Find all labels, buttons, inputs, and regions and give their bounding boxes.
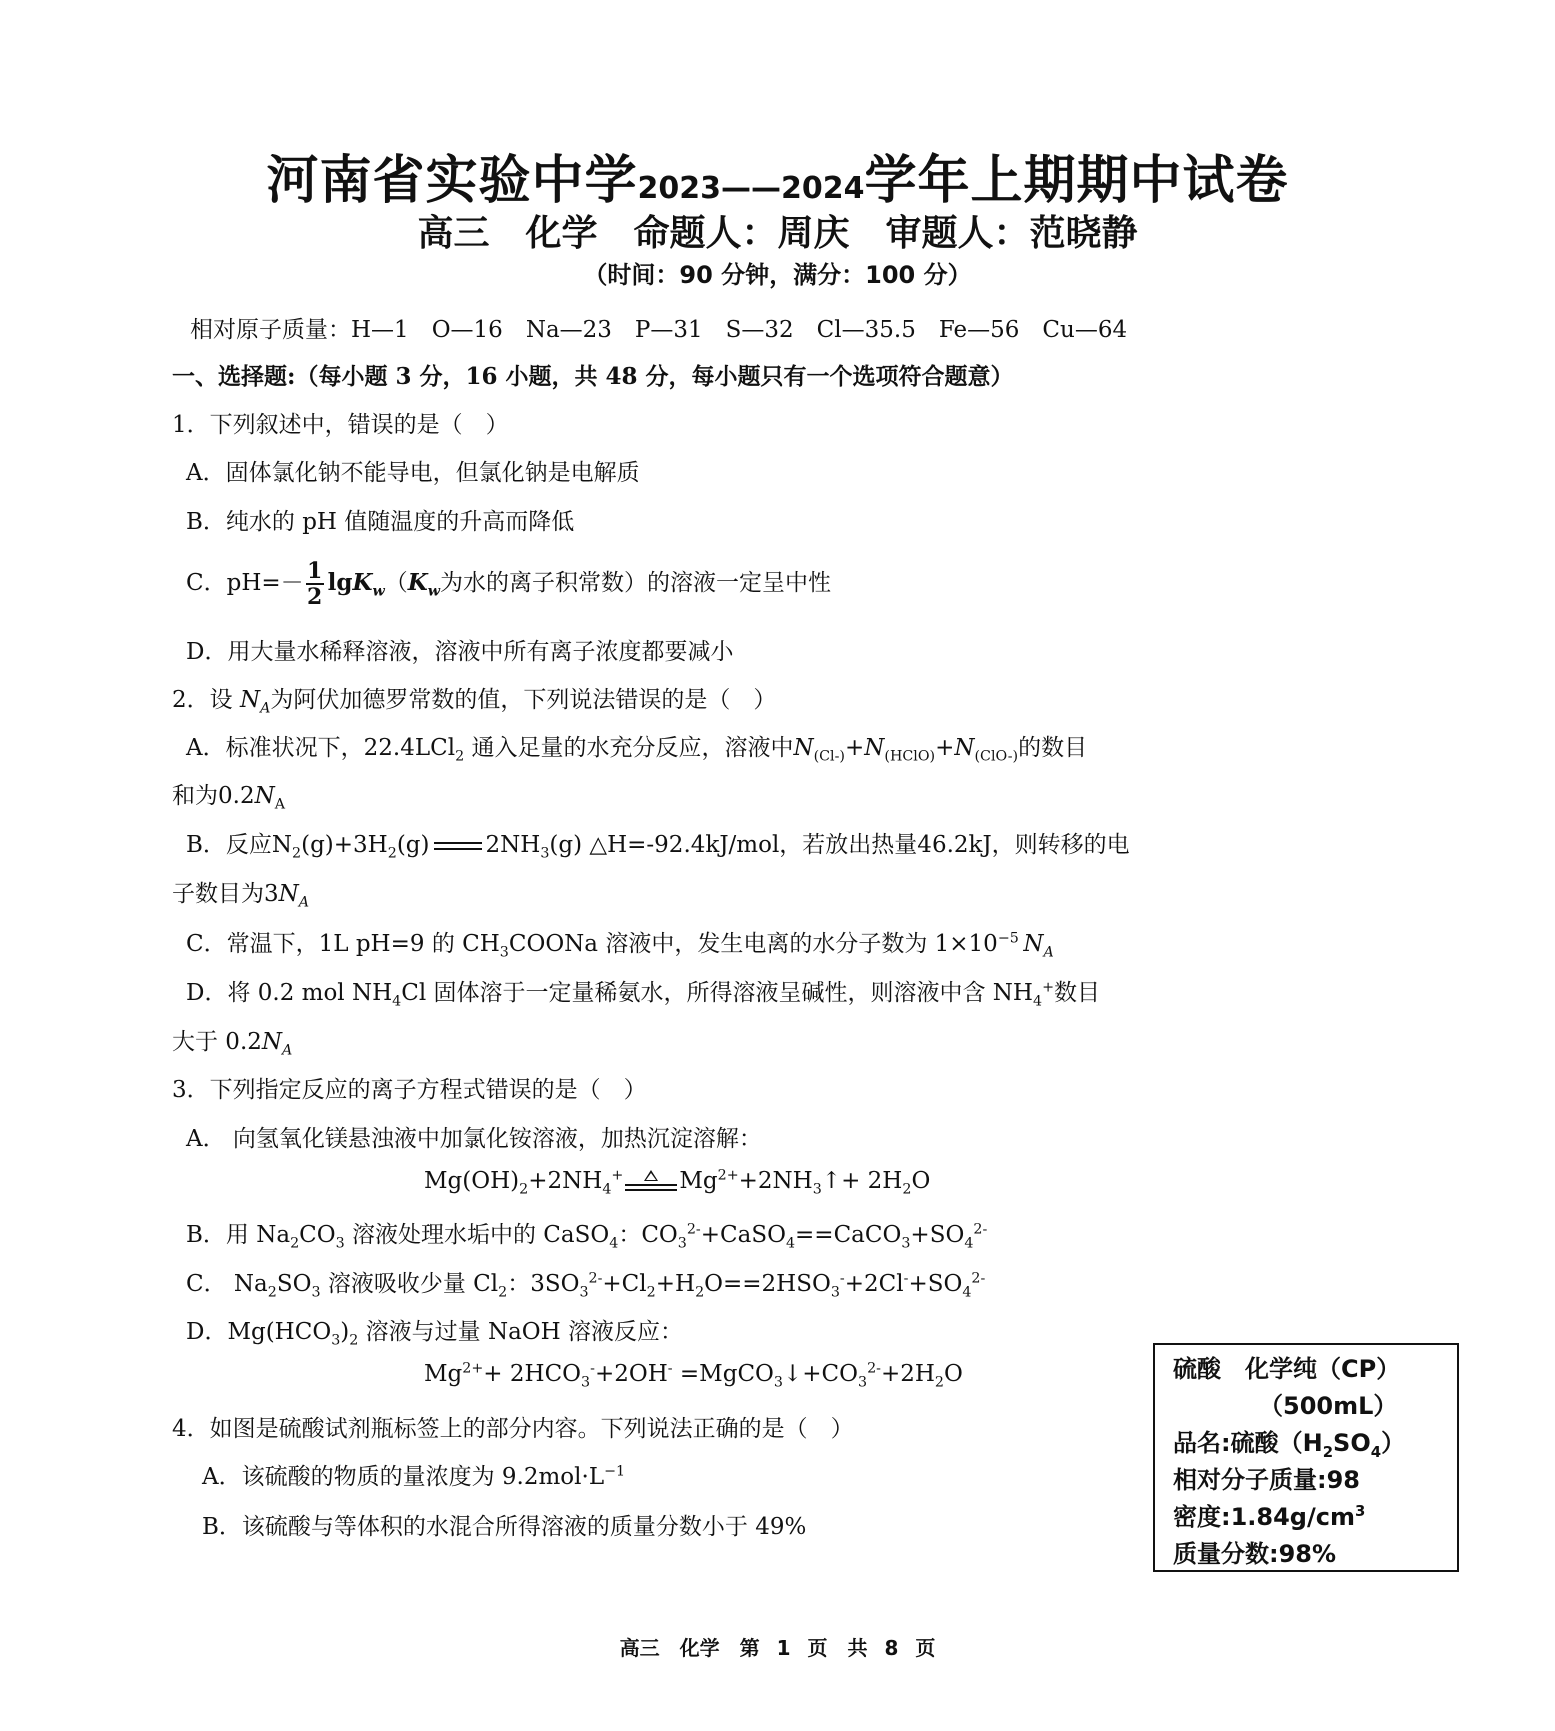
kw-symbol: $K_w$ [352, 569, 385, 600]
q4-option-a: A．该硫酸的物质的量浓度为 $9.2mol\cdot L^{-1}$ [202, 1463, 626, 1490]
label-line-name: 品名:硫酸$(H_2SO_4)$ [1173, 1429, 1406, 1461]
q4-stem: 4．如图是硫酸试剂瓶标签上的部分内容。下列说法正确的是（ ） [172, 1416, 854, 1442]
q3-stem: 3．下列指定反应的离子方程式错误的是（ ） [172, 1077, 647, 1103]
q3-option-a: A． 向氢氧化镁悬浊液中加氯化铵溶液，加热沉淀溶解： [186, 1126, 762, 1152]
q2-option-b-cont: 子数目为$3N_A$ [172, 881, 310, 911]
q3-option-c: C． $Na_2SO_3$ 溶液吸收少量 $Cl_2$：$3SO_3^{2-}+Cl_2+H_2O==2HSO_3^-+2Cl^-+SO_4^{2-}$ [186, 1270, 986, 1301]
label-line-molar-mass: 相对分子质量:98 [1173, 1466, 1360, 1494]
fraction-half [306, 560, 324, 608]
q3-option-d-equation: $Mg^{2+}+ 2HCO_3^-+2OH^-$ $=MgCO_3↓+CO_3^{2-}+2H_2O$ [424, 1360, 963, 1391]
fraction-numerator: 1 [307, 558, 323, 584]
exam-subtitle: 高三 化学 命题人：周庆 审题人：范晓静 [417, 213, 1138, 254]
q2-option-d-cont: 大于 $0.2N_A$ [172, 1029, 293, 1059]
q2-option-c: C．常温下，1L pH=9 的 $CH_3COONa$ 溶液中，发生电离的水分子数为 $1\times 10^{-5}$ $N_A$ [186, 930, 1054, 961]
q1-option-c [186, 560, 831, 608]
label-line-volume: （500mL） [1259, 1392, 1398, 1420]
q2-option-d: D．将 0.2 mol $NH_4Cl$ 固体溶于一定量稀氨水，所得溶液呈碱性，则溶液中含 $NH_4^+$数目 [186, 979, 1101, 1010]
kw-symbol-2: $K_w$ [407, 569, 441, 600]
q3-option-d: D．$Mg(HCO_3)_2$ 溶液与过量 NaOH 溶液反应： [186, 1319, 684, 1349]
title-rest: 学年上期期中试卷 [864, 151, 1289, 211]
equilibrium-arrow [434, 839, 482, 853]
label-line-grade: 硫酸 化学纯（CP） [1173, 1355, 1401, 1383]
fraction-denominator: 2 [307, 584, 323, 610]
q3-option-a-equation: $Mg(OH)_2+2NH_4^+$ $Mg^{2+}+2NH_3↑+ 2H_2O$ [424, 1167, 931, 1198]
atomic-masses: 相对原子质量：H—1 O—16 Na—23 P—31 S—32 Cl—35.5 Fe—56 Cu—64 [190, 317, 1128, 343]
q2-option-a: A．标准状况下，22.4LCl$_2$ 通入足量的水充分反应，溶液中$N_{(Cl-)}+N_{(HClO)}+N_{(ClO-)}$的数目 [186, 735, 1088, 765]
q1-option-b: B．纯水的 pH 值随温度的升高而降低 [186, 509, 575, 535]
section-heading: 一、选择题:（每小题 3 分，16 小题，共 48 分，每小题只有一个选项符合题意） [172, 363, 1014, 390]
q1-option-d: D．用大量水稀释溶液，溶液中所有离子浓度都要减小 [186, 639, 734, 665]
heating-equals-sign [625, 1170, 677, 1194]
label-line-density: 密度$:1.84g/cm^3$ [1173, 1502, 1366, 1531]
exam-title [0, 138, 1555, 213]
q4-option-b: B．该硫酸与等体积的水混合所得溶液的质量分数小于 49% [202, 1514, 807, 1540]
title-year: 2023——2024 [637, 171, 865, 206]
q2-option-b: B．反应$N_2(g)+3H_2(g)$ $2NH_3(g)$ △H=-92.4kJ/mol，若放出热量46.2kJ，则转移的电 [186, 832, 1130, 862]
reagent-bottle-label [1153, 1343, 1459, 1572]
q1-c-prefix: C．pH=－ [186, 570, 304, 596]
q1-option-a: A．固体氯化钠不能导电，但氯化钠是电解质 [186, 460, 640, 486]
q2-option-a-cont: 和为$0.2N_A$ [172, 783, 285, 813]
q1-c-rest: 为水的离子积常数）的溶液一定呈中性 [440, 570, 832, 596]
q1-stem: 1．下列叙述中，错误的是（ ） [172, 412, 509, 438]
label-line-mass-fraction: 质量分数:98% [1173, 1540, 1337, 1568]
lg-symbol: lg [327, 569, 353, 596]
paren: （ [384, 570, 408, 596]
exam-time-line: （时间：90 分钟，满分：100 分） [583, 261, 972, 289]
title-school: 河南省实验中学 [266, 151, 638, 211]
q2-stem: 2．设 $N_A$为阿伏加德罗常数的值，下列说法错误的是（ ） [172, 687, 777, 717]
page-footer: 高三 化学 第 1 页 共 8 页 [619, 1636, 936, 1660]
q3-option-b: B．用 $Na_2CO_3$ 溶液处理水垢中的 CaSO$_4$：$CO_3^{2-}+CaSO_4==CaCO_3+SO_4^{2-}$ [186, 1221, 988, 1252]
